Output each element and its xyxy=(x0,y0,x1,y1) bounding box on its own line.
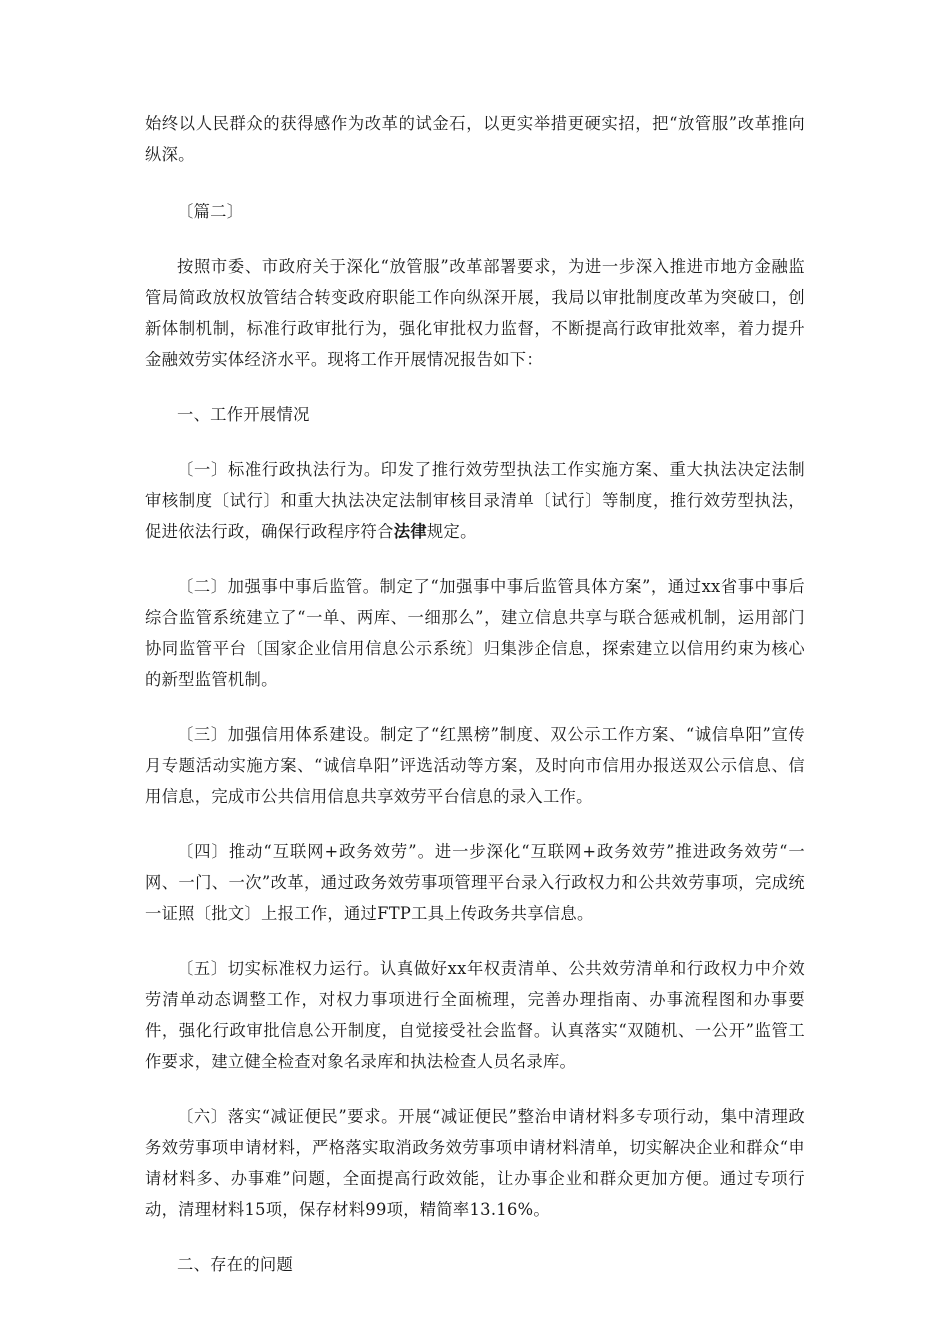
heading-work-progress: 一、工作开展情况 xyxy=(177,405,310,424)
intro-paragraph: 始终以人民群众的获得感作为改革的试金石，以更实举措更硬实招，把“放管服”改革推向纵深。 xyxy=(145,114,805,164)
heading-existing-problems: 二、存在的问题 xyxy=(177,1255,294,1274)
document-page xyxy=(145,108,805,1280)
item-5-paragraph: 〔五〕切实标准权力运行。认真做好xx年权责清单、公共效劳清单和行政权力中介效劳清单动态调整工作，对权力事项进行全面梳理，完善办理指南、办事流程图和办事要件，强化行政审批信息公开制度，自觉接受社会监督。认真落实“双随机、一公开”监管工作要求，建立健全检查对象名录库和执法检查人员名录库。 xyxy=(145,959,805,1071)
item-6-paragraph: 〔六〕落实“减证便民”要求。开展“减证便民”整治申请材料多专项行动，集中清理政务效劳事项申请材料，严格落实取消政务效劳事项申请材料清单，切实解决企业和群众“申请材料多、办事难”问题，全面提高行政效能，让办事企业和群众更加方便。通过专项行动，清理材料15项，保存材料99项，精简率13.16%。 xyxy=(145,1107,805,1219)
item-1-bold-text: 法律 xyxy=(393,522,427,541)
item-2-paragraph: 〔二〕加强事中事后监管。制定了“加强事中事后监管具体方案”，通过xx省事中事后综合监管系统建立了“一单、两库、一细那么”，建立信息共享与联合惩戒机制，运用部门协同监管平台〔国家企业信用信息公示系统〕归集涉企信息，探索建立以信用约束为核心的新型监管机制。 xyxy=(145,577,805,689)
opening-paragraph: 按照市委、市政府关于深化“放管服”改革部署要求，为进一步深入推进市地方金融监管局简政放权放管结合转变政府职能工作向纵深开展，我局以审批制度改革为突破口，创新体制机制，标准行政审批行为，强化审批权力监督，不断提高行政审批效率，着力提升金融效劳实体经济水平。现将工作开展情况报告如下： xyxy=(145,257,805,369)
item-4-paragraph: 〔四〕推动“互联网+政务效劳”。进一步深化“互联网+政务效劳”推进政务效劳“一网、一门、一次”改革，通过政务效劳事项管理平台录入行政权力和公共效劳事项，完成统一证照〔批文〕上报工作，通过FTP工具上传政务共享信息。 xyxy=(145,842,805,923)
item-1-text: 〔一〕标准行政执法行为。印发了推行效劳型执法工作实施方案、重大执法决定法制审核制度〔试行〕和重大执法决定法制审核目录清单〔试行〕等制度，推行效劳型执法，促进依法行政，确保行政程序符合 xyxy=(145,460,805,541)
section-title: 〔篇二〕 xyxy=(177,202,244,221)
item-1-paragraph xyxy=(145,454,805,547)
item-1-text-end: 规定。 xyxy=(426,522,477,541)
item-3-paragraph: 〔三〕加强信用体系建设。制定了“红黑榜”制度、双公示工作方案、“诚信阜阳”宣传月专题活动实施方案、“诚信阜阳”评选活动等方案，及时向市信用办报送双公示信息、信用信息，完成市公共信用信息共享效劳平台信息的录入工作。 xyxy=(145,725,805,806)
